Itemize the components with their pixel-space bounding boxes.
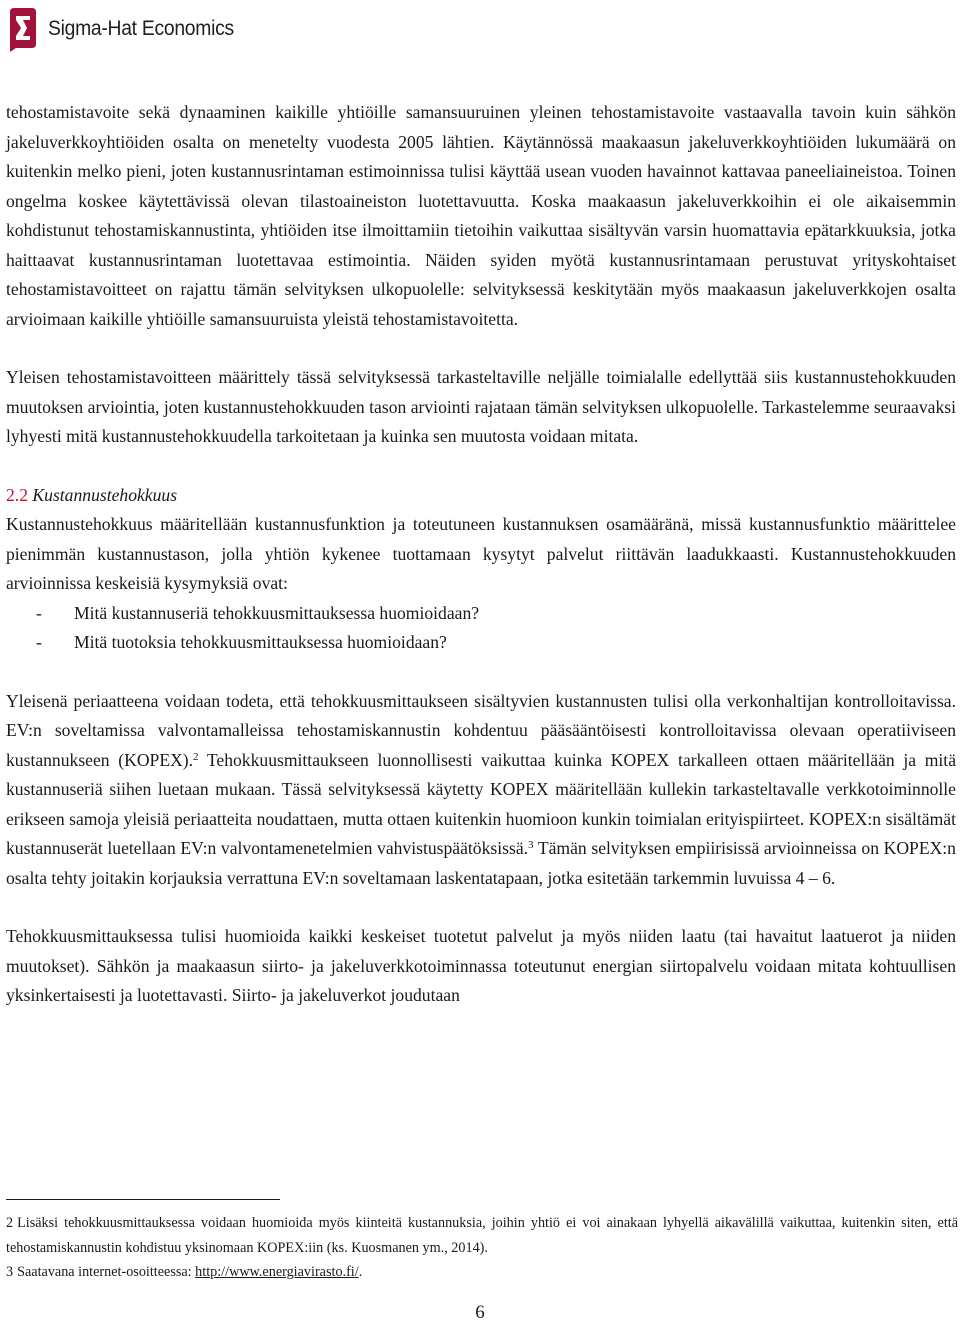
section-heading (6, 481, 956, 511)
footnotes (6, 1211, 958, 1285)
footnote-3-end: . (358, 1264, 363, 1280)
page-number: 6 (475, 1302, 485, 1323)
section-number: 2.2 (6, 484, 28, 505)
list-item (6, 628, 956, 658)
header (6, 4, 250, 54)
footnote-3-number: 3 (6, 1264, 14, 1280)
paragraph-4-part-c: Tämän selvityksen empiirisissä arvioinneissa on KOPEX:n osalta tehty joitakin korjauksia verrattuna EV:n soveltamaan laskentatapaan, jotka esitetään tarkemmin luvuissa 4 – 6. (6, 838, 956, 888)
paragraph-5: Tehokkuusmittauksessa tulisi huomioida kaikki keskeiset tuotetut palvelut ja myös niiden laatu (tai havaitut laatuerot ja niiden muutokset). Sähkön ja maakaasun siirto- ja jakeluverkkotoiminnassa toteutunut energian siirtopalvelu voidaan mitata kohtuullisen yksinkertaisesti ja luotettavasti. Siirto- ja jakeluverkot joudutaan (6, 926, 956, 1005)
paragraph-2: Yleisen tehostamistavoitteen määrittely tässä selvityksessä tarkasteltaville neljälle toimialalle edellyttää siis kustannustehokkuuden muutoksen arviointia, joten kustannustehokkuuden tason arviointi rajataan tämän selvityksen ulkopuolelle. Tarkastelemme seuraavaksi lyhyesti mitä kustannustehokkuudella tarkoitetaan ja kuinka sen muutosta voidaan mitata. (6, 367, 956, 446)
paragraph-4-part-b: Tehokkuusmittaukseen luonnollisesti vaikuttaa kuinka KOPEX tarkalleen ottaen määritellään ja mitä kustannuseriä siihen luetaan mukaan. Tässä selvityksessä käytetty KOPEX määritellään kullekin tarkasteltavalle verkkotoiminnolle erikseen samoja yleisiä periaatteita noudattaen, mutta ottaen kuitenkin huomioon kunkin toimialan erityispiirteet. KOPEX:n sisältämät kustannuserät luetellaan EV:n valvontamenetelmien vahvistuspäätöksissä. (6, 749, 956, 858)
footnote-2-text: Lisäksi tehokkuusmittauksessa voidaan huomioida myös kiinteitä kustannuksia, joihin yhtiö ei voi ainakaan lyhyellä aikavälillä vaikuttaa, kuitenkin siten, että tehostamiskannustin kohdistuu yksinomaan KOPEX:iin (ks. Kuosmanen ym., 2014). (6, 1215, 958, 1256)
footnote-2-number: 2 (6, 1215, 14, 1231)
main-content (6, 98, 956, 1011)
list-dash: - (36, 602, 42, 623)
footnote-3 (6, 1260, 958, 1285)
section-title: Kustannustehokkuus (32, 484, 178, 505)
sigma-hat-logo-icon (6, 6, 40, 52)
list-dash: - (36, 632, 42, 652)
paragraph-4 (6, 687, 956, 894)
footnote-ref-3[interactable]: 3 (528, 839, 534, 851)
brand-name: Sigma-Hat Economics (48, 17, 234, 40)
question-list (6, 599, 956, 658)
paragraph-1: tehostamistavoite sekä dynaaminen kaikille yhtiöille samansuuruinen yleinen tehostamistavoite vastaavalla tavoin kuin sähkön jakeluverkkoyhtiöiden osalta on menetelty vuodesta 2005 lähtien. Käytännössä maakaasun jakeluverkkoyhtiöiden lukumäärä on kuitenkin melko pieni, joten kustannusrintaman estimoinnissa tulisi käyttää usean vuoden havainnot kattavaa paneeliaineistoa. Toinen ongelma koskee käytettävissä olevan tilastoaineiston luotettavuutta. Koska maakaasun jakeluverkkoihin ei ole aikaisemmin kohdistunut tehostamiskannustinta, yhtiöiden itse ilmoittamiin tietoihin vaikuttaa sisältyvän varsin huomattavia epätarkkuuksia, jotka haittaavat kustannusrintaman luotettavaa estimointia. Näiden syiden myötä kustannusrintamaan perustuvat yrityskohtaiset tehostamistavoitteet on rajattu tämän selvityksen ulkopuolelle: selvityksessä keskitytään myös maakaasun jakeluverkkojen osalta arvioimaan kaikille yhtiöille samansuuruista yleistä tehostamistavoitetta. (6, 102, 956, 329)
list-item-text: Mitä kustannuseriä tehokkuusmittauksessa huomioidaan? (74, 602, 480, 623)
energiavirasto-link[interactable]: http://www.energiavirasto.fi/ (195, 1264, 359, 1280)
footnote-2 (6, 1211, 958, 1260)
footnote-ref-2[interactable]: 2 (193, 750, 199, 763)
list-item (6, 599, 956, 629)
paragraph-4-part-a: Yleisenä periaatteena voidaan todeta, että tehokkuusmittaukseen sisältyvien kustannusten tulisi olla verkonhaltijan kontrolloitavissa. EV:n soveltamissa valvontamalleissa tehostamiskannustin kohdentuu pääsääntöisesti kontrolloitavissa olevaan operatiiviseen kustannukseen (KOPEX). (6, 690, 956, 770)
footnote-3-text: Saatavana internet-osoitteessa: (17, 1264, 196, 1280)
list-item-text: Mitä tuotoksia tehokkuusmittauksessa huomioidaan? (74, 632, 447, 652)
footnote-divider (6, 1199, 280, 1200)
paragraph-3: Kustannustehokkuus määritellään kustannusfunktion ja toteutuneen kustannuksen osamääränä, missä kustannusfunktio määrittelee pienimmän kustannustason, jolla yhtiön kykenee tuottamaan kysytyt palvelut riittävän laadukkaasti. Kustannustehokkuuden arvioinnissa keskeisiä kysymyksiä ovat: (6, 514, 956, 593)
